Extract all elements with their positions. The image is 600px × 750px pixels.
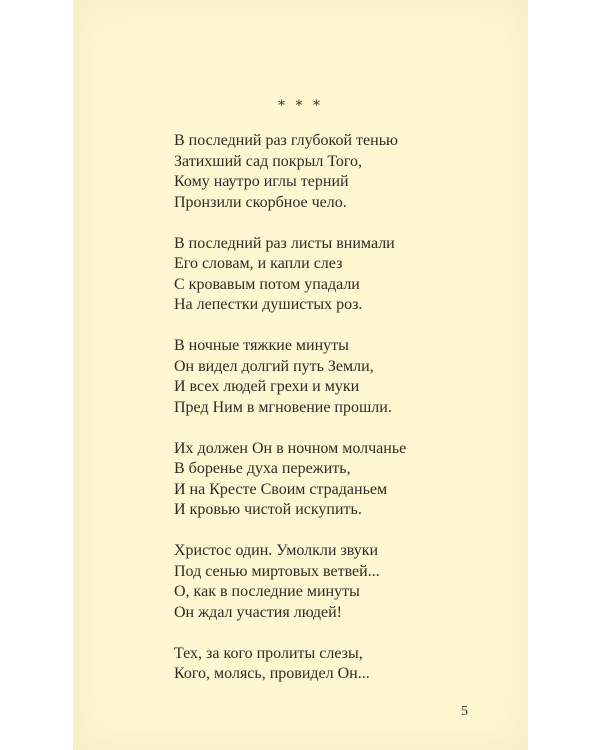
- poem-line: Кого, молясь, провидел Он...: [174, 665, 370, 682]
- poem-line: В последний раз листы внимали: [174, 234, 395, 252]
- poem-line: На лепестки душистых роз.: [174, 296, 363, 313]
- poem-line: Христос один. Умолкли звуки: [174, 542, 379, 559]
- poem-line: Пред Ним в мгновение прошли.: [174, 398, 392, 416]
- poem-line: Его словам, и капли слез: [174, 255, 343, 272]
- stanza-3: [174, 336, 406, 418]
- poem-line: Он ждал участия людей!: [174, 603, 342, 621]
- stanza-2: [174, 234, 406, 316]
- poem-line: Затихший сад покрыл Того,: [174, 152, 363, 170]
- stanza-ornament: * * *: [278, 98, 323, 114]
- poem-line: С кровавым потом упадали: [174, 275, 360, 293]
- poem-line: И на Кресте Своим страданьем: [174, 480, 388, 498]
- poem-line: Тех, за кого пролиты слезы,: [174, 644, 363, 662]
- poem-line: И кровью чистой искупить.: [174, 501, 362, 518]
- stanza-5: [174, 541, 406, 623]
- poem-body: [174, 131, 406, 705]
- poem-line: Пронзили скорбное чело.: [174, 193, 347, 211]
- stanza-1: [174, 131, 406, 213]
- poem-line: В боренье духа пережить,: [174, 460, 351, 477]
- poem-line: О, как в последние минуты: [174, 583, 360, 600]
- stanza-4: [174, 439, 406, 521]
- poem-line: В последний раз глубокой тенью: [174, 132, 398, 149]
- stanza-6: [174, 644, 406, 685]
- poem-line: Кому наутро иглы терний: [174, 173, 349, 190]
- poem-line: Под сенью миртовых ветвей...: [174, 562, 380, 580]
- book-page: [73, 0, 528, 750]
- poem-line: Их должен Он в ночном молчанье: [174, 439, 407, 457]
- poem-line: Он видел долгий путь Земли,: [174, 357, 374, 375]
- poem-line: В ночные тяжкие минуты: [174, 337, 349, 354]
- poem-line: И всех людей грехи и муки: [174, 378, 360, 395]
- page-number: 5: [461, 704, 468, 719]
